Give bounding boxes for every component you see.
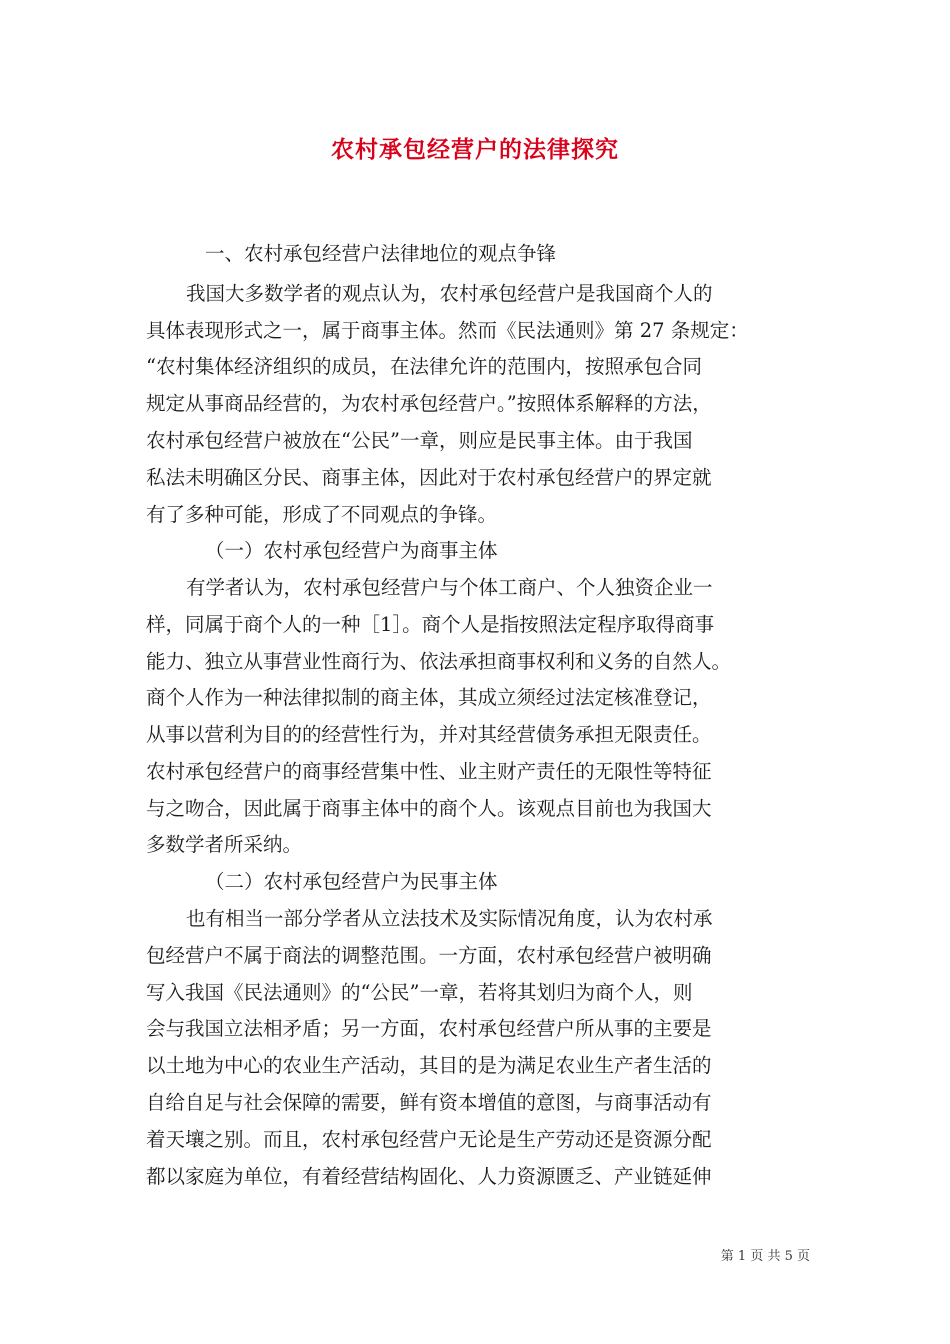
paragraph-line: 也有相当一部分学者从立法技术及实际情况角度，认为农村承 (186, 907, 713, 930)
paragraph-line: 以土地为中心的农业生产活动，其目的是为满足农业生产者生活的 (146, 1054, 712, 1077)
paragraph-line: 私法未明确区分民、商事主体，因此对于农村承包经营户的界定就 (146, 466, 712, 489)
subheading-1: （一）农村承包经营户为商事主体 (205, 539, 498, 562)
subheading-2: （二）农村承包经营户为民事主体 (205, 870, 498, 893)
paragraph-line: 从事以营利为目的的经营性行为，并对其经营债务承担无限责任。 (146, 723, 712, 746)
paragraph-line: 自给自足与社会保障的需要，鲜有资本增值的意图，与商事活动有 (146, 1091, 712, 1114)
paragraph-line: 规定从事商品经营的，为农村承包经营户。”按照体系解释的方法， (146, 392, 712, 415)
paragraph-line: 写入我国《民法通则》的“公民”一章，若将其划归为商个人，则 (146, 981, 693, 1004)
paragraph-line: 农村承包经营户被放在“公民”一章，则应是民事主体。由于我国 (146, 429, 693, 452)
paragraph-line: 样，同属于商个人的一种［1］。商个人是指按照法定程序取得商事 (146, 613, 715, 636)
paragraph-line: “农村集体经济组织的成员，在法律允许的范围内，按照承包合同 (146, 355, 702, 378)
paragraph-line: 多数学者所采纳。 (146, 833, 303, 856)
heading-section-1: 一、农村承包经营户法律地位的观点争锋 (205, 242, 557, 265)
paragraph-line: 着天壤之别。而且，农村承包经营户无论是生产劳动还是资源分配 (146, 1128, 712, 1151)
paragraph-line: 商个人作为一种法律拟制的商主体，其成立须经过法定核准登记， (146, 686, 712, 709)
paragraph-line: 有学者认为，农村承包经营户与个体工商户、个人独资企业一 (186, 576, 713, 599)
page-number: 第 1 页 共 5 页 (720, 1249, 810, 1264)
paragraph-line: 包经营户不属于商法的调整范围。一方面，农村承包经营户被明确 (146, 944, 712, 967)
paragraph-line: 与之吻合，因此属于商事主体中的商个人。该观点目前也为我国大 (146, 797, 712, 820)
paragraph-line: 农村承包经营户的商事经营集中性、业主财产责任的无限性等特征 (146, 760, 712, 783)
paragraph-line: 具体表现形式之一，属于商事主体。然而《民法通则》第 27 条规定： (146, 319, 749, 342)
paragraph-line: 有了多种可能，形成了不同观点的争锋。 (146, 503, 498, 526)
paragraph-line: 都以家庭为单位，有着经营结构固化、人力资源匮乏、产业链延伸 (146, 1165, 712, 1188)
paragraph-line: 会与我国立法相矛盾；另一方面，农村承包经营户所从事的主要是 (146, 1017, 712, 1040)
paragraph-line: 能力、独立从事营业性商行为、依法承担商事权利和义务的自然人。 (146, 650, 732, 673)
paragraph-line: 我国大多数学者的观点认为，农村承包经营户是我国商个人的 (186, 282, 713, 305)
document-title: 农村承包经营户的法律探究 (331, 136, 619, 163)
